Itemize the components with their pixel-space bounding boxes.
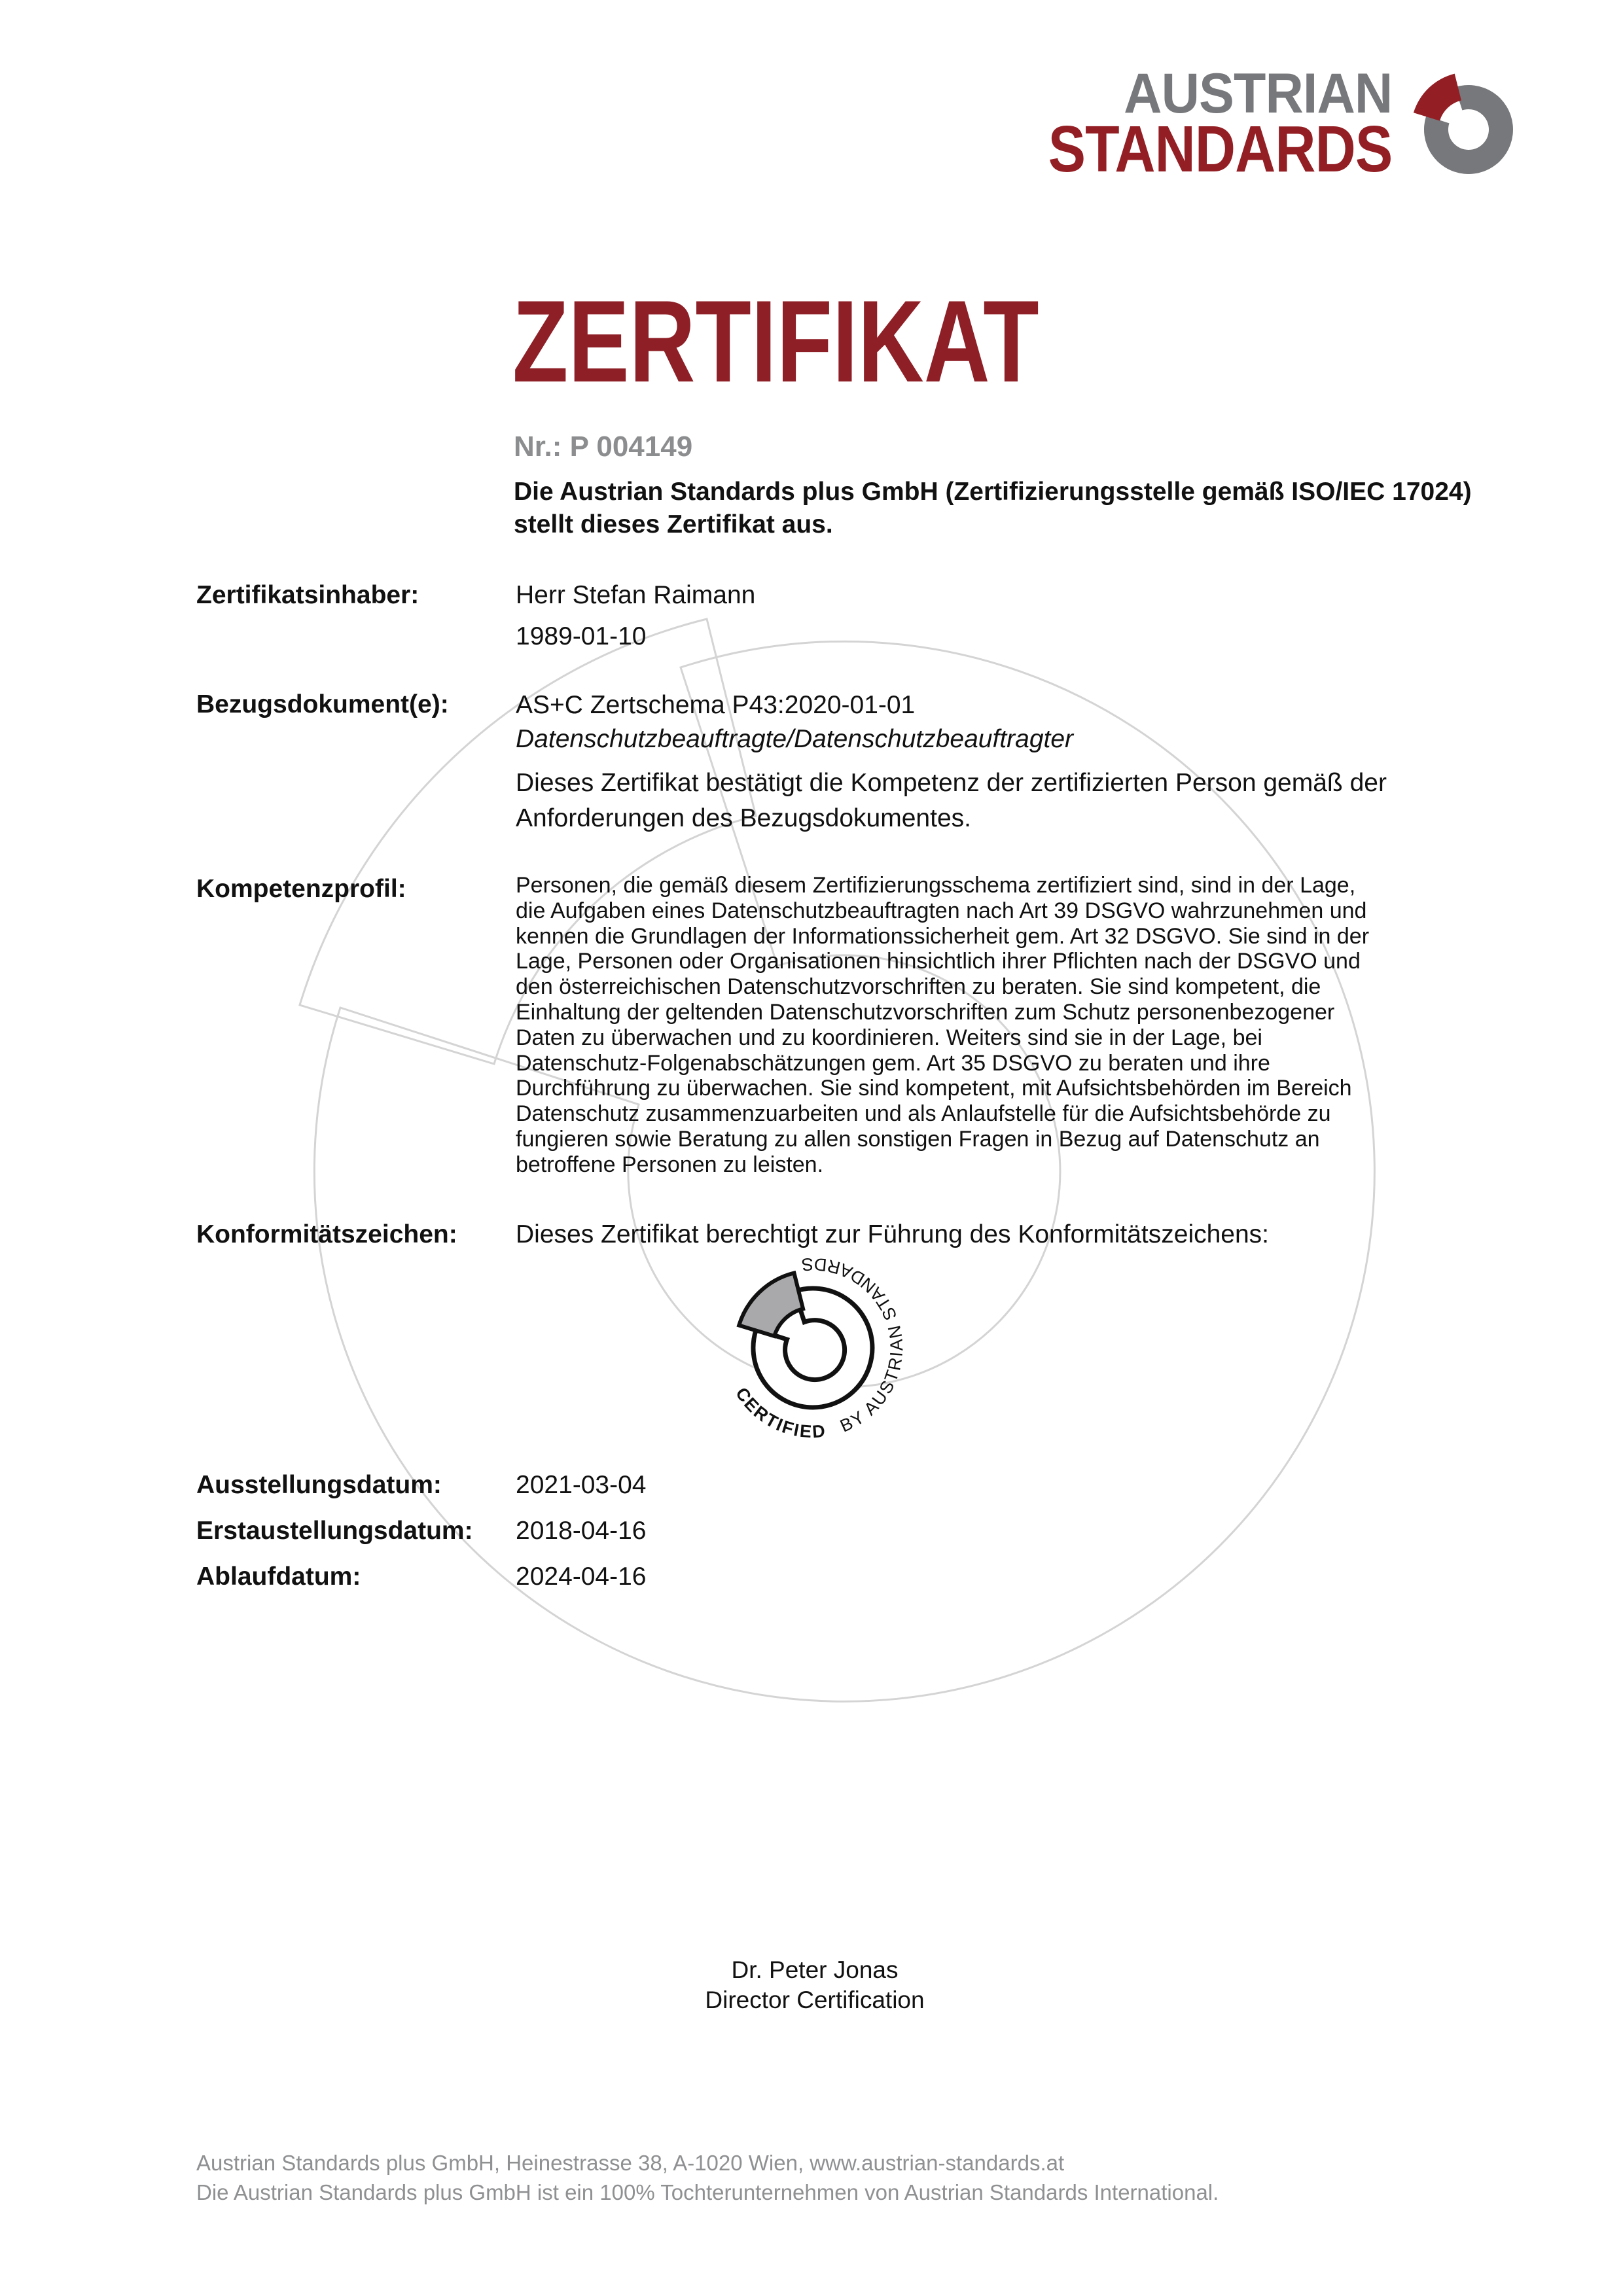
conformity-label: Konformitätszeichen: [196, 1220, 457, 1248]
holder-label: Zertifikatsinhaber: [196, 581, 419, 609]
brand-wing [1414, 74, 1461, 121]
intro-line-2: stellt dieses Zertifikat aus. [514, 510, 833, 539]
conformity-text: Dieses Zertifikat berechtigt zur Führung des Konformitätszeichens: [516, 1220, 1270, 1248]
footer-company-note: Die Austrian Standards plus GmbH ist ein 100% Tochterunternehmen von Austrian Standards International. [196, 2180, 1219, 2204]
brand-o-mark-icon [1390, 51, 1547, 208]
holder-birthdate: 1989-01-10 [516, 622, 647, 650]
expiry-date-value: 2024-04-16 [516, 1563, 647, 1591]
holder-name: Herr Stefan Raimann [516, 581, 756, 609]
reference-value [516, 688, 1393, 756]
reference-value-plain: AS+C Zertschema P43:2020-01-01 [516, 691, 916, 719]
reference-label: Bezugsdokument(e): [196, 690, 449, 718]
seal-wing [739, 1273, 803, 1337]
reference-note: Dieses Zertifikat bestätigt die Kompetenz der zertifizierten Person gemäß der Anforderungen des Bezugsdokumentes. [516, 769, 1387, 832]
footer-address: Austrian Standards plus GmbH, Heinestrasse 38, A-1020 Wien, www.austrian-standards.at [196, 2151, 1065, 2175]
first-issue-date-value: 2018-04-16 [516, 1517, 647, 1545]
first-issue-date-label: Erstaustellungsdatum: [196, 1517, 473, 1545]
signatory-role: Director Certification [705, 1987, 925, 2013]
certificate-number: Nr.: P 004149 [514, 431, 693, 463]
brand-logo [992, 62, 1392, 186]
expiry-date-label: Ablaufdatum: [196, 1563, 361, 1591]
competence-label: Kompetenzprofil: [196, 875, 406, 903]
issue-date-value: 2021-03-04 [516, 1471, 647, 1499]
reference-value-italic: Datenschutzbeauftragte/Datenschutzbeauftragter [516, 725, 1074, 753]
document-title: ZERTIFIKAT [512, 276, 1039, 406]
intro-line-1: Die Austrian Standards plus GmbH (Zertifizierungsstelle gemäß ISO/IEC 17024) [514, 478, 1472, 506]
brand-word-standards: STANDARDS [1048, 113, 1392, 186]
issue-date-label: Ausstellungsdatum: [196, 1471, 442, 1499]
brand-word-austrian: AUSTRIAN [1123, 62, 1392, 125]
competence-text: Personen, die gemäß diesem Zertifizierungsschema zertifiziert sind, sind in der Lage, die Aufgaben eines Datenschutzbeauftragten nach Art 39 DSGVO wahrzunehmen und kennen die Grundlagen der Informationssicherheit gem. Art 32 DSGVO. Sie sind in der Lage, Personen oder Organisationen hinsichtlich ihrer Pflichten nach der DSGVO und den österreichischen Datenschutzvorschriften zu beraten. Sie sind kompetent, die Einhaltung der geltenden Datenschutzvorschriften zum Schutz personenbezogener Daten zu überwachen und zu koordinieren. Weiters sind sie in der Lage, bei Datenschutz-Folgenabschätzungen gem. Art 35 DSGVO zu beraten und ihre Durchführung zu überwachen. Sie sind kompetent, mit Aufsichtsbehörden im Bereich Datenschutz zusammenzuarbeiten und als Anlaufstelle für die Aufsichtsbehörde zu fungieren sowie Beratung zu allen sonstigen Fragen in Bezug auf Datenschutz an betroffene Personen zu leisten. [516, 873, 1370, 1177]
signature-block [553, 1955, 1077, 2015]
seal-text-certified: CERTIFIED [732, 1384, 828, 1442]
signatory-name: Dr. Peter Jonas [731, 1956, 899, 1983]
seal-text-by-austrian-standards: BY AUSTRIAN STANDARDS [799, 1254, 907, 1436]
conformity-seal [692, 1227, 934, 1469]
